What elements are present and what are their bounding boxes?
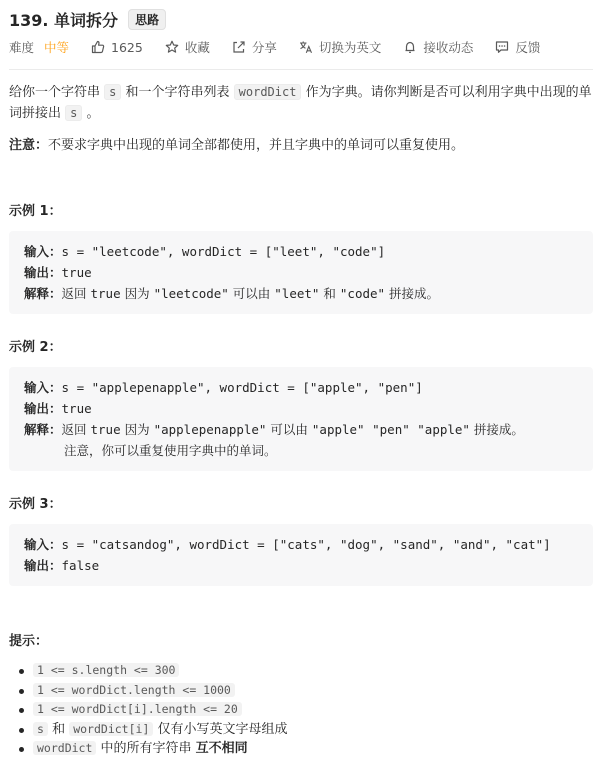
input-label: 输入： [24, 244, 62, 259]
desc-text: 和一个字符串列表 [121, 85, 234, 100]
input-label: 输入： [24, 537, 62, 552]
translate-icon [299, 40, 313, 54]
example-block [9, 231, 593, 314]
inline-code: wordDict [234, 84, 302, 100]
inline-code: s [104, 84, 121, 100]
list-item [33, 720, 593, 740]
example-explain-line-2: 注意，你可以重复使用字典中的单词。 [64, 443, 277, 458]
problem-title: 139. 单词拆分 [9, 10, 119, 30]
share-label: 分享 [251, 40, 277, 55]
note-paragraph [9, 136, 593, 156]
desc-text: 。 [82, 106, 100, 121]
feedback-icon [495, 40, 509, 54]
divider [9, 69, 593, 70]
difficulty-value: 中等 [44, 40, 70, 55]
example-output-line [24, 555, 578, 576]
feedback-button[interactable] [495, 38, 540, 56]
note-text: 不要求字典中出现的单词全部都使用，并且字典中的单词可以重复使用。 [48, 138, 465, 153]
hint-code: 1 <= wordDict[i].length <= 20 [33, 702, 242, 716]
description-paragraph [9, 82, 593, 124]
hint-code: 1 <= s.length <= 300 [33, 663, 179, 677]
hint-code: 1 <= wordDict.length <= 1000 [33, 683, 235, 697]
like-count: 1625 [111, 39, 143, 55]
hint-tag[interactable]: 思路 [128, 9, 166, 30]
list-item [33, 681, 593, 701]
explain-text: 返回 [61, 422, 91, 437]
switch-language-button[interactable] [299, 38, 382, 56]
like-button[interactable] [91, 40, 143, 55]
subscribe-button[interactable] [403, 38, 473, 56]
difficulty-label: 难度 [9, 40, 35, 55]
share-button[interactable] [232, 38, 277, 56]
output-label: 输出： [24, 401, 62, 416]
list-item [33, 739, 593, 759]
hint-text: 中的所有字符串 [96, 741, 196, 756]
output-value: false [61, 558, 100, 573]
explain-code: "apple" "pen" "apple" [311, 422, 470, 437]
example-block [9, 367, 593, 471]
input-value: s = "leetcode", wordDict = ["leet", "code"] [61, 244, 386, 259]
explain-text: 返回 [61, 286, 91, 301]
example-explain-line [24, 283, 578, 304]
hint-code: wordDict [33, 741, 96, 755]
hint-emphasis: 互不相同 [195, 741, 248, 756]
bell-icon [403, 40, 417, 54]
input-label: 输入： [24, 380, 62, 395]
explain-label: 解释： [24, 422, 62, 437]
output-value: true [61, 401, 92, 416]
input-value: s = "catsandog", wordDict = ["cats", "dog", "sand", "and", "cat"] [61, 537, 551, 552]
hints-list [9, 661, 593, 759]
favorite-label: 收藏 [184, 40, 210, 55]
example-input-line [24, 534, 578, 555]
list-item [33, 661, 593, 681]
hint-code: wordDict[i] [69, 722, 153, 736]
explain-code: true [90, 422, 121, 437]
explain-text: 可以由 [228, 286, 275, 301]
example-block [9, 524, 593, 586]
difficulty [9, 38, 69, 56]
inline-code: s [65, 105, 82, 121]
example-output-line [24, 262, 578, 283]
desc-text: 作为字典。请你判断是否可以利用字典中出现的单词拼接出 [9, 85, 592, 121]
example-input-line [24, 377, 578, 398]
example-title: 示例 1： [9, 204, 62, 219]
hint-text: 仅有小写英文字母组成 [153, 721, 288, 737]
example-explain-line [24, 419, 578, 440]
explain-text: 因为 [120, 422, 154, 437]
explain-code: true [90, 286, 121, 301]
explain-label: 解释： [24, 286, 62, 301]
output-label: 输出： [24, 265, 62, 280]
hint-code: s [33, 722, 48, 736]
explain-text: 和 [319, 286, 340, 301]
output-value: true [61, 265, 92, 280]
thumbs-up-icon [91, 40, 105, 54]
desc-text: 给你一个字符串 [9, 85, 105, 100]
explain-code: "leet" [274, 286, 320, 301]
hints-title: 提示： [9, 634, 49, 649]
explain-text: 拼接成。 [469, 422, 524, 437]
output-label: 输出： [24, 558, 62, 573]
switch-language-label: 切换为英文 [318, 40, 382, 55]
meta-toolbar [9, 36, 593, 58]
explain-code: "applepenapple" [153, 422, 267, 437]
input-value: s = "applepenapple", wordDict = ["apple", "pen"] [61, 380, 423, 395]
favorite-button[interactable] [165, 38, 210, 56]
share-icon [232, 40, 246, 54]
star-icon [165, 40, 179, 54]
hint-text: 和 [47, 721, 70, 737]
explain-code: "leetcode" [153, 286, 229, 301]
example-output-line [24, 398, 578, 419]
explain-text: 可以由 [266, 422, 312, 437]
explain-text: 因为 [120, 286, 154, 301]
explain-text: 拼接成。 [385, 286, 440, 301]
feedback-label: 反馈 [515, 40, 541, 55]
example-title: 示例 2： [9, 340, 62, 355]
list-item [33, 700, 593, 720]
example-title: 示例 3： [9, 497, 62, 512]
note-label: 注意： [9, 138, 49, 153]
example-input-line [24, 241, 578, 262]
subscribe-label: 接收动态 [423, 40, 474, 55]
title-row [9, 0, 593, 36]
explain-code: "code" [339, 286, 386, 301]
